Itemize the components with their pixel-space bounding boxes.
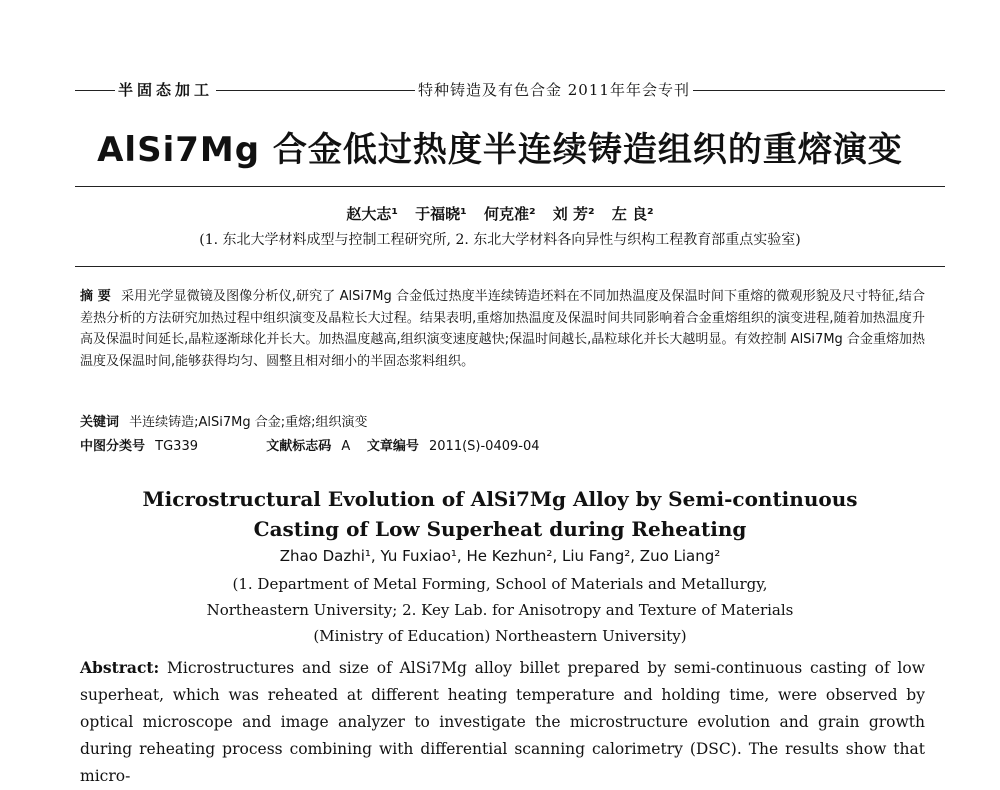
classification-row xyxy=(80,435,925,454)
authors-chinese xyxy=(0,203,1000,224)
authors-english: Zhao Dazhi¹, Yu Fuxiao¹, He Kezhun², Liu Fang², Zuo Liang² xyxy=(279,547,721,565)
clc-label: 中图分类号 xyxy=(80,439,146,454)
affiliation-chinese: (1. 东北大学材料成型与控制工程研究所, 2. 东北大学材料各向异性与织构工程教育部重点实验室) xyxy=(199,232,801,248)
abstract-english xyxy=(80,654,925,790)
abstract-cn-text: 采用光学显微镜及图像分析仪,研究了 AlSi7Mg 合金低过热度半连续铸造坯料在不同加热温度及保温时间下重熔的微观形貌及尺寸特征,结合差热分析的方法研究加热过程中组织演变及晶粒长大过程。结果表明,重熔加热温度及保温时间共同影响着合金重熔组织的演变进程,随着加热温度升高及保温时间延长,晶粒逐渐球化并长大。加热温度越高,组织演变速度越快;保温时间越长,晶粒球化并长大越明显。有效控制 AlSi7Mg 合金重熔加热温度及保温时间,能够获得均匀、圆整且相对细小的半固态浆料组织。 xyxy=(80,289,926,369)
keywords-label: 关键词 xyxy=(80,415,120,430)
title-english xyxy=(0,484,1000,544)
running-header xyxy=(75,80,945,102)
title-en-line-2: Casting of Low Superheat during Reheating xyxy=(253,517,747,541)
title-en-line-1: Microstructural Evolution of AlSi7Mg Alloy by Semi-continuous xyxy=(142,487,858,511)
title-chinese: AlSi7Mg 合金低过热度半连续铸造组织的重熔演变 xyxy=(97,130,903,170)
doc-code-label: 文献标志码 xyxy=(266,439,332,454)
author-4: 刘 芳² xyxy=(552,205,595,223)
keywords-chinese xyxy=(80,411,925,430)
author-3: 何克准² xyxy=(483,205,536,223)
affiliation-rule xyxy=(75,266,945,267)
article-no-label: 文章编号 xyxy=(366,439,419,454)
abstract-chinese xyxy=(80,286,925,372)
affiliation-en-line-2: Northeastern University; 2. Key Lab. for Anisotropy and Texture of Materials xyxy=(206,601,794,619)
header-section: 半固态加工 xyxy=(115,80,216,100)
doc-code-value: A xyxy=(341,439,351,454)
affiliation-english xyxy=(0,571,1000,649)
author-2: 于福晓¹ xyxy=(415,205,467,223)
clc-value: TG339 xyxy=(155,439,198,454)
article-no-value: 2011(S)-0409-04 xyxy=(429,439,540,454)
author-1: 赵大志¹ xyxy=(346,205,398,223)
header-issue: 特种铸造及有色合金 2011年年会专刊 xyxy=(415,80,693,100)
keywords-text: 半连续铸造;AlSi7Mg 合金;重熔;组织演变 xyxy=(129,415,368,430)
abstract-en-label: Abstract: xyxy=(80,658,160,677)
abstract-en-text: Microstructures and size of AlSi7Mg alloy billet prepared by semi-continuous casting of low superheat, which was reheated at different heating temperature and holding time, were observed by optical microscope and image analyzer to investigate the microstructure evolution and grain growth during reheating process combining with differential scanning calorimetry (DSC). The results show that micro- xyxy=(80,659,925,785)
author-5: 左 良² xyxy=(611,205,654,223)
abstract-cn-label: 摘 要 xyxy=(80,289,111,304)
affiliation-en-line-3: (Ministry of Education) Northeastern University) xyxy=(313,627,687,645)
title-rule xyxy=(75,186,945,187)
affiliation-en-line-1: (1. Department of Metal Forming, School of Materials and Metallurgy, xyxy=(232,575,768,593)
